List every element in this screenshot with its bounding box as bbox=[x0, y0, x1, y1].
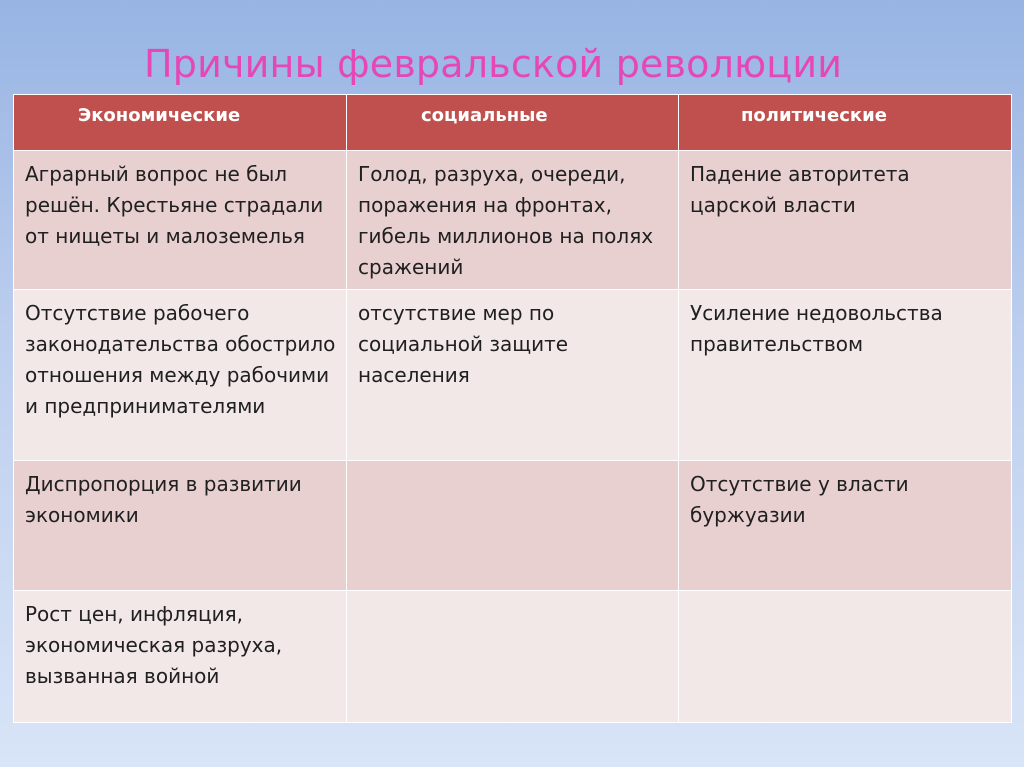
header-social-label: социальные bbox=[421, 105, 548, 126]
cell-social: отсутствие мер по социальной защите населения bbox=[347, 290, 679, 461]
slide-title: Причины февральской революции bbox=[144, 42, 843, 86]
table-row bbox=[14, 591, 1012, 723]
header-economic-label: Экономические bbox=[78, 105, 241, 126]
table-row bbox=[14, 290, 1012, 461]
cell-economic: Аграрный вопрос не был решён. Крестьяне страдали от нищеты и малоземелья bbox=[14, 151, 347, 290]
cell-political: Падение авторитета царской власти bbox=[679, 151, 1012, 290]
cell-political: Отсутствие у власти буржуазии bbox=[679, 461, 1012, 591]
table-row bbox=[14, 461, 1012, 591]
header-economic bbox=[14, 95, 347, 151]
cell-political bbox=[679, 591, 1012, 723]
cell-social bbox=[347, 591, 679, 723]
table-row bbox=[14, 151, 1012, 290]
header-social bbox=[347, 95, 679, 151]
header-political bbox=[679, 95, 1012, 151]
cell-social bbox=[347, 461, 679, 591]
cell-political: Усиление недовольства правительством bbox=[679, 290, 1012, 461]
cell-economic: Диспропорция в развитии экономики bbox=[14, 461, 347, 591]
causes-table bbox=[13, 94, 1012, 723]
cell-economic: Отсутствие рабочего законодательства обострило отношения между рабочими и предпринимателями bbox=[14, 290, 347, 461]
cell-economic: Рост цен, инфляция, экономическая разруха, вызванная войной bbox=[14, 591, 347, 723]
table-header-row bbox=[14, 95, 1012, 151]
cell-social: Голод, разруха, очереди, поражения на фронтах, гибель миллионов на полях сражений bbox=[347, 151, 679, 290]
header-political-label: политические bbox=[741, 105, 887, 126]
